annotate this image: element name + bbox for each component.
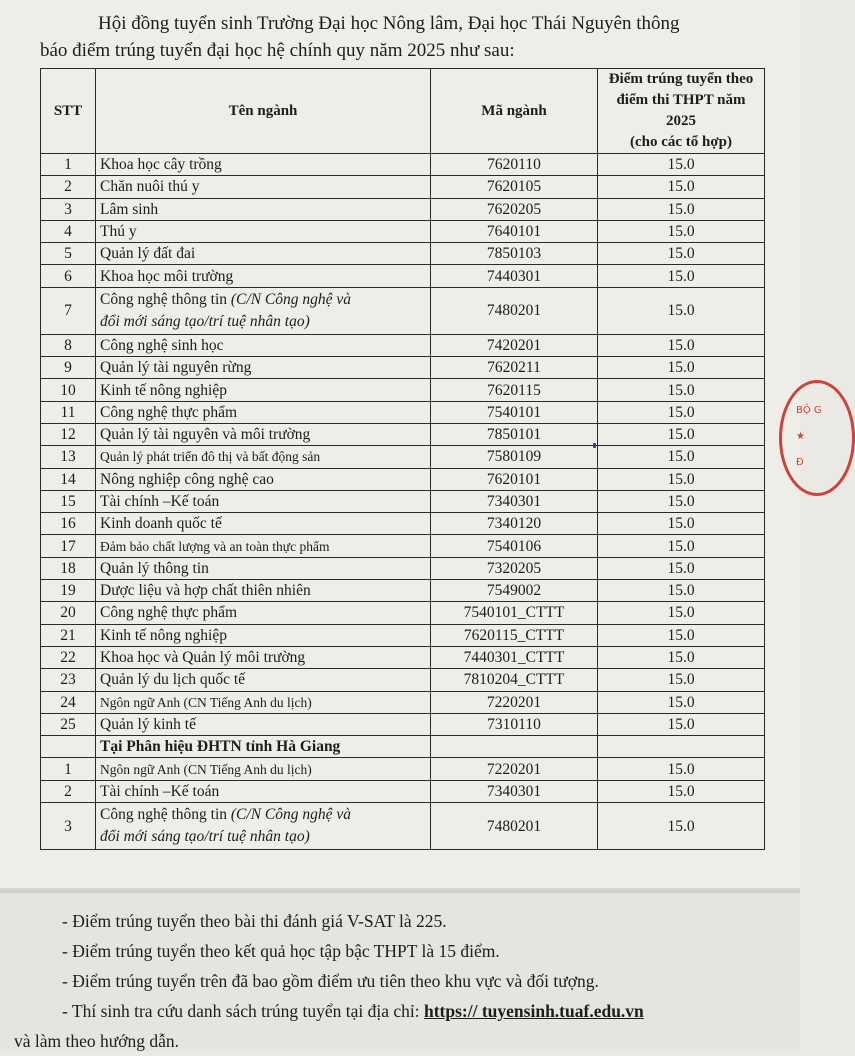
table-row [41, 602, 765, 624]
row-stt: 18 [41, 557, 96, 579]
row-score: 15.0 [598, 691, 765, 713]
note-transcript: - Điểm trúng tuyển theo kết quả học tập bậc THPT là 15 điểm. [62, 941, 500, 961]
row-major-name: Khoa học và Quản lý môi trường [96, 646, 431, 668]
row-major-code: 7620105 [431, 176, 598, 198]
row-major-name: Khoa học môi trường [96, 265, 431, 287]
row-score: 15.0 [598, 357, 765, 379]
row-major-name: Lâm sinh [96, 198, 431, 220]
row-stt: 3 [41, 198, 96, 220]
table-row [41, 780, 765, 802]
row-major-name: Tài chính –Kế toán [96, 490, 431, 512]
table-row [41, 646, 765, 668]
row-major-name: Kinh doanh quốc tế [96, 513, 431, 535]
row-major-name: Thú y [96, 220, 431, 242]
row-major-code: 7480201 [431, 287, 598, 334]
row-score: 15.0 [598, 198, 765, 220]
row-major-code: 7480201 [431, 803, 598, 850]
row-score: 15.0 [598, 602, 765, 624]
row-stt: 24 [41, 691, 96, 713]
table-row [41, 401, 765, 423]
row-score: 15.0 [598, 243, 765, 265]
row-stt: 20 [41, 602, 96, 624]
table-row [41, 669, 765, 691]
table-row [41, 446, 765, 468]
admission-score-table [40, 68, 765, 850]
row-score: 15.0 [598, 669, 765, 691]
row-score: 15.0 [598, 758, 765, 780]
section-code [431, 736, 598, 758]
table-row [41, 423, 765, 445]
ink-mark [593, 443, 596, 448]
row-major-code: 7540101 [431, 401, 598, 423]
row-score: 15.0 [598, 287, 765, 334]
table-row [41, 334, 765, 356]
row-major-name: Công nghệ sinh học [96, 334, 431, 356]
row-score: 15.0 [598, 446, 765, 468]
row-stt: 8 [41, 334, 96, 356]
row-score: 15.0 [598, 580, 765, 602]
row-major-code: 7810204_CTTT [431, 669, 598, 691]
row-stt: 12 [41, 423, 96, 445]
row-major-code: 7420201 [431, 334, 598, 356]
row-major-code: 7620205 [431, 198, 598, 220]
row-stt: 17 [41, 535, 96, 557]
table-row [41, 357, 765, 379]
table-row [41, 624, 765, 646]
table-row [41, 513, 765, 535]
row-stt: 10 [41, 379, 96, 401]
row-major-name: Quản lý đất đai [96, 243, 431, 265]
header-major-name: Tên ngành [96, 69, 431, 154]
row-major-name: Khoa học cây trồng [96, 154, 431, 176]
row-score: 15.0 [598, 535, 765, 557]
row-major-name: Công nghệ thông tin (C/N Công nghệ và đổi mới sáng tạo/trí tuệ nhân tạo) [96, 287, 431, 334]
note-instructions: và làm theo hướng dẫn. [14, 1031, 180, 1051]
note-lookup: - Thí sinh tra cứu danh sách trúng tuyển tại địa chỉ: https:// tuyensinh.tuaf.edu.vn [62, 1001, 644, 1021]
row-stt: 16 [41, 513, 96, 535]
table-row [41, 490, 765, 512]
row-major-code: 7440301_CTTT [431, 646, 598, 668]
table-row [41, 580, 765, 602]
table-row [41, 154, 765, 176]
row-major-name: Quản lý tài nguyên rừng [96, 357, 431, 379]
row-major-code: 7850103 [431, 243, 598, 265]
row-score: 15.0 [598, 513, 765, 535]
row-major-code: 7340301 [431, 490, 598, 512]
row-stt: 19 [41, 580, 96, 602]
header-stt: STT [41, 69, 96, 154]
row-major-name: Tài chính –Kế toán [96, 780, 431, 802]
row-major-name: Kinh tế nông nghiệp [96, 624, 431, 646]
table-header-row [41, 69, 765, 154]
table-row [41, 265, 765, 287]
table-row [41, 287, 765, 334]
row-major-code: 7640101 [431, 220, 598, 242]
row-score: 15.0 [598, 557, 765, 579]
row-score: 15.0 [598, 780, 765, 802]
row-major-code: 7220201 [431, 691, 598, 713]
row-major-name: Ngôn ngữ Anh (CN Tiếng Anh du lịch) [96, 758, 431, 780]
row-score: 15.0 [598, 490, 765, 512]
row-stt: 4 [41, 220, 96, 242]
row-score: 15.0 [598, 803, 765, 850]
row-score: 15.0 [598, 468, 765, 490]
section-row-ha-giang [41, 736, 765, 758]
row-major-code: 7620110 [431, 154, 598, 176]
row-major-code: 7549002 [431, 580, 598, 602]
row-score: 15.0 [598, 154, 765, 176]
row-stt: 9 [41, 357, 96, 379]
row-score: 15.0 [598, 713, 765, 735]
row-score: 15.0 [598, 624, 765, 646]
table-row [41, 691, 765, 713]
header-score: Điểm trúng tuyển theo điểm thi THPT năm 2025 (cho các tổ hợp) [598, 69, 765, 154]
row-major-name: Nông nghiệp công nghệ cao [96, 468, 431, 490]
table-row [41, 379, 765, 401]
note-priority: - Điểm trúng tuyển trên đã bao gồm điểm ưu tiên theo khu vực và đối tượng. [62, 971, 599, 991]
row-major-name: Dược liệu và hợp chất thiên nhiên [96, 580, 431, 602]
row-major-code: 7620115_CTTT [431, 624, 598, 646]
table-row [41, 758, 765, 780]
table-row [41, 713, 765, 735]
table-row [41, 535, 765, 557]
row-stt: 11 [41, 401, 96, 423]
row-stt: 1 [41, 758, 96, 780]
lookup-url-link[interactable]: https:// tuyensinh.tuaf.edu.vn [424, 1001, 644, 1021]
intro-line-2: báo điểm trúng tuyển đại học hệ chính quy năm 2025 như sau: [40, 40, 515, 61]
row-major-name: Công nghệ thực phẩm [96, 401, 431, 423]
row-major-code: 7620211 [431, 357, 598, 379]
row-major-name: Công nghệ thực phẩm [96, 602, 431, 624]
row-score: 15.0 [598, 220, 765, 242]
row-stt: 22 [41, 646, 96, 668]
row-stt: 23 [41, 669, 96, 691]
row-stt: 13 [41, 446, 96, 468]
table-row [41, 468, 765, 490]
row-score: 15.0 [598, 265, 765, 287]
table-body [41, 154, 765, 850]
row-major-name: Công nghệ thông tin (C/N Công nghệ và đổi mới sáng tạo/trí tuệ nhân tạo) [96, 803, 431, 850]
row-major-code: 7340301 [431, 780, 598, 802]
intro-line-1: Hội đồng tuyển sinh Trường Đại học Nông lâm, Đại học Thái Nguyên thông [98, 13, 680, 34]
row-stt: 5 [41, 243, 96, 265]
row-stt: 2 [41, 176, 96, 198]
row-stt: 1 [41, 154, 96, 176]
table-row [41, 176, 765, 198]
table-row [41, 220, 765, 242]
row-score: 15.0 [598, 334, 765, 356]
row-major-name: Quản lý thông tin [96, 557, 431, 579]
note-vsat: - Điểm trúng tuyển theo bài thi đánh giá V-SAT là 225. [62, 911, 447, 931]
header-major-code: Mã ngành [431, 69, 598, 154]
row-major-name: Chăn nuôi thú y [96, 176, 431, 198]
row-score: 15.0 [598, 379, 765, 401]
section-stt [41, 736, 96, 758]
row-major-code: 7540101_CTTT [431, 602, 598, 624]
section-score [598, 736, 765, 758]
row-major-code: 7310110 [431, 713, 598, 735]
row-major-name: Quản lý du lịch quốc tế [96, 669, 431, 691]
row-stt: 15 [41, 490, 96, 512]
row-score: 15.0 [598, 646, 765, 668]
row-major-code: 7620101 [431, 468, 598, 490]
row-major-code: 7440301 [431, 265, 598, 287]
row-major-name: Quản lý kinh tế [96, 713, 431, 735]
row-stt: 2 [41, 780, 96, 802]
row-stt: 7 [41, 287, 96, 334]
row-major-code: 7850101 [431, 423, 598, 445]
red-seal-stamp: BỘ G ★ Đ [779, 380, 855, 496]
table-row [41, 557, 765, 579]
section-title: Tại Phân hiệu ĐHTN tỉnh Hà Giang [96, 736, 431, 758]
row-score: 15.0 [598, 401, 765, 423]
row-major-name: Ngôn ngữ Anh (CN Tiếng Anh du lịch) [96, 691, 431, 713]
row-stt: 21 [41, 624, 96, 646]
row-major-code: 7580109 [431, 446, 598, 468]
row-stt: 25 [41, 713, 96, 735]
row-major-name: Đảm bảo chất lượng và an toàn thực phẩm [96, 535, 431, 557]
row-major-name: Quản lý phát triển đô thị và bất động sản [96, 446, 431, 468]
table-row [41, 243, 765, 265]
row-stt: 6 [41, 265, 96, 287]
row-major-name: Quản lý tài nguyên và môi trường [96, 423, 431, 445]
row-score: 15.0 [598, 423, 765, 445]
row-major-code: 7620115 [431, 379, 598, 401]
intro-paragraph [40, 10, 775, 64]
row-stt: 3 [41, 803, 96, 850]
row-major-code: 7340120 [431, 513, 598, 535]
row-major-code: 7540106 [431, 535, 598, 557]
row-major-code: 7220201 [431, 758, 598, 780]
row-major-code: 7320205 [431, 557, 598, 579]
row-stt: 14 [41, 468, 96, 490]
table-row [41, 803, 765, 850]
row-score: 15.0 [598, 176, 765, 198]
row-major-name: Kinh tế nông nghiệp [96, 379, 431, 401]
table-row [41, 198, 765, 220]
notes-section [14, 906, 794, 1056]
